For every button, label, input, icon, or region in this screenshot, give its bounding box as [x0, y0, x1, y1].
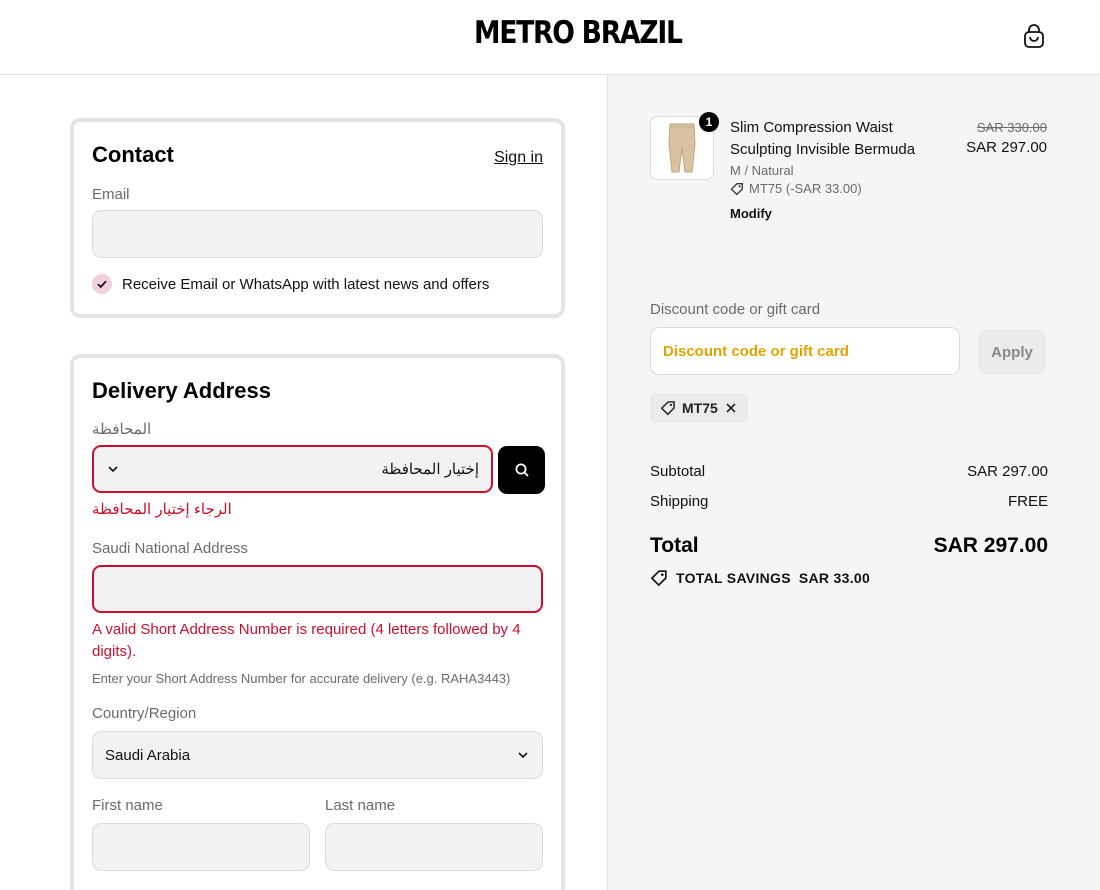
- total-label: Total: [650, 534, 699, 557]
- checkout-form-column: [0, 75, 607, 890]
- discount-code-input[interactable]: [650, 327, 960, 375]
- tag-icon: [730, 182, 744, 196]
- last-name-field[interactable]: [325, 823, 543, 871]
- site-header: [0, 0, 1100, 75]
- tag-icon: [660, 400, 676, 416]
- national-address-label: Saudi National Address: [92, 540, 248, 557]
- email-field[interactable]: [92, 210, 543, 258]
- first-name-field[interactable]: [92, 823, 310, 871]
- product-discount-text: MT75 (-SAR 33.00): [749, 181, 862, 196]
- product-variant: M / Natural: [730, 163, 794, 178]
- subtotal-value: SAR 297.00: [967, 463, 1048, 480]
- national-address-help: Enter your Short Address Number for accurate delivery (e.g. RAHA3443): [92, 671, 511, 686]
- chevron-down-icon: [516, 748, 530, 762]
- product-discount: [730, 181, 862, 196]
- close-icon: [724, 401, 738, 415]
- search-icon: [514, 462, 530, 478]
- remove-discount-button[interactable]: [724, 401, 738, 415]
- sign-in-link[interactable]: Sign in: [494, 149, 543, 166]
- modify-link[interactable]: Modify: [730, 206, 772, 221]
- shopping-bag-icon[interactable]: [1020, 22, 1048, 50]
- total-savings: [650, 569, 870, 587]
- address-search-button[interactable]: [498, 446, 545, 494]
- email-label: Email: [92, 186, 130, 203]
- last-name-label: Last name: [325, 797, 396, 814]
- total-value: SAR 297.00: [933, 534, 1048, 557]
- applied-discount-code: MT75: [682, 400, 718, 416]
- store-logo[interactable]: METRO BRAZIL: [474, 15, 682, 51]
- country-label: Country/Region: [92, 705, 197, 722]
- applied-discount-chip: [650, 393, 748, 423]
- quantity-badge: 1: [699, 112, 719, 132]
- chevron-down-icon: [106, 462, 120, 476]
- delivery-title: Delivery Address: [92, 378, 271, 403]
- original-price: SAR 330.00: [976, 120, 1047, 135]
- governorate-label: المحافظة: [92, 421, 152, 438]
- discount-label: Discount code or gift card: [650, 301, 821, 318]
- contact-section: [70, 118, 565, 318]
- national-address-field[interactable]: [92, 565, 543, 613]
- order-summary-panel: [607, 75, 1100, 890]
- savings-label: TOTAL SAVINGS: [676, 570, 791, 586]
- first-name-label: First name: [92, 797, 163, 814]
- marketing-checkbox-label: Receive Email or WhatsApp with latest news and offers: [122, 275, 490, 293]
- country-selected-value: Saudi Arabia: [105, 746, 191, 764]
- subtotal-label: Subtotal: [650, 463, 706, 480]
- apply-discount-button[interactable]: Apply: [978, 329, 1046, 375]
- product-name: Slim Compression Waist Sculpting Invisible Bermuda: [730, 119, 916, 158]
- country-select[interactable]: [92, 731, 543, 779]
- shipping-label: Shipping: [650, 493, 709, 510]
- governorate-error: الرجاء إختيار المحافظة: [92, 501, 232, 518]
- governorate-selected-value: إختيار المحافظة: [381, 461, 479, 478]
- total-row: [650, 534, 1048, 558]
- subtotal-row: [650, 463, 1048, 480]
- final-price: SAR 297.00: [966, 139, 1047, 156]
- checkmark-icon: [96, 278, 108, 290]
- marketing-checkbox[interactable]: [92, 274, 112, 294]
- shipping-row: [650, 493, 1048, 510]
- delivery-address-section: [70, 354, 565, 890]
- tag-icon: [650, 569, 668, 587]
- governorate-select[interactable]: [92, 445, 493, 493]
- contact-title: Contact: [92, 142, 174, 167]
- marketing-opt-in: [92, 274, 489, 294]
- savings-value: SAR 33.00: [798, 570, 871, 586]
- shipping-value: FREE: [1007, 493, 1048, 510]
- national-address-error: A valid Short Address Number is required (4 letters followed by 4 digits).: [92, 621, 521, 660]
- product-image: [662, 122, 702, 174]
